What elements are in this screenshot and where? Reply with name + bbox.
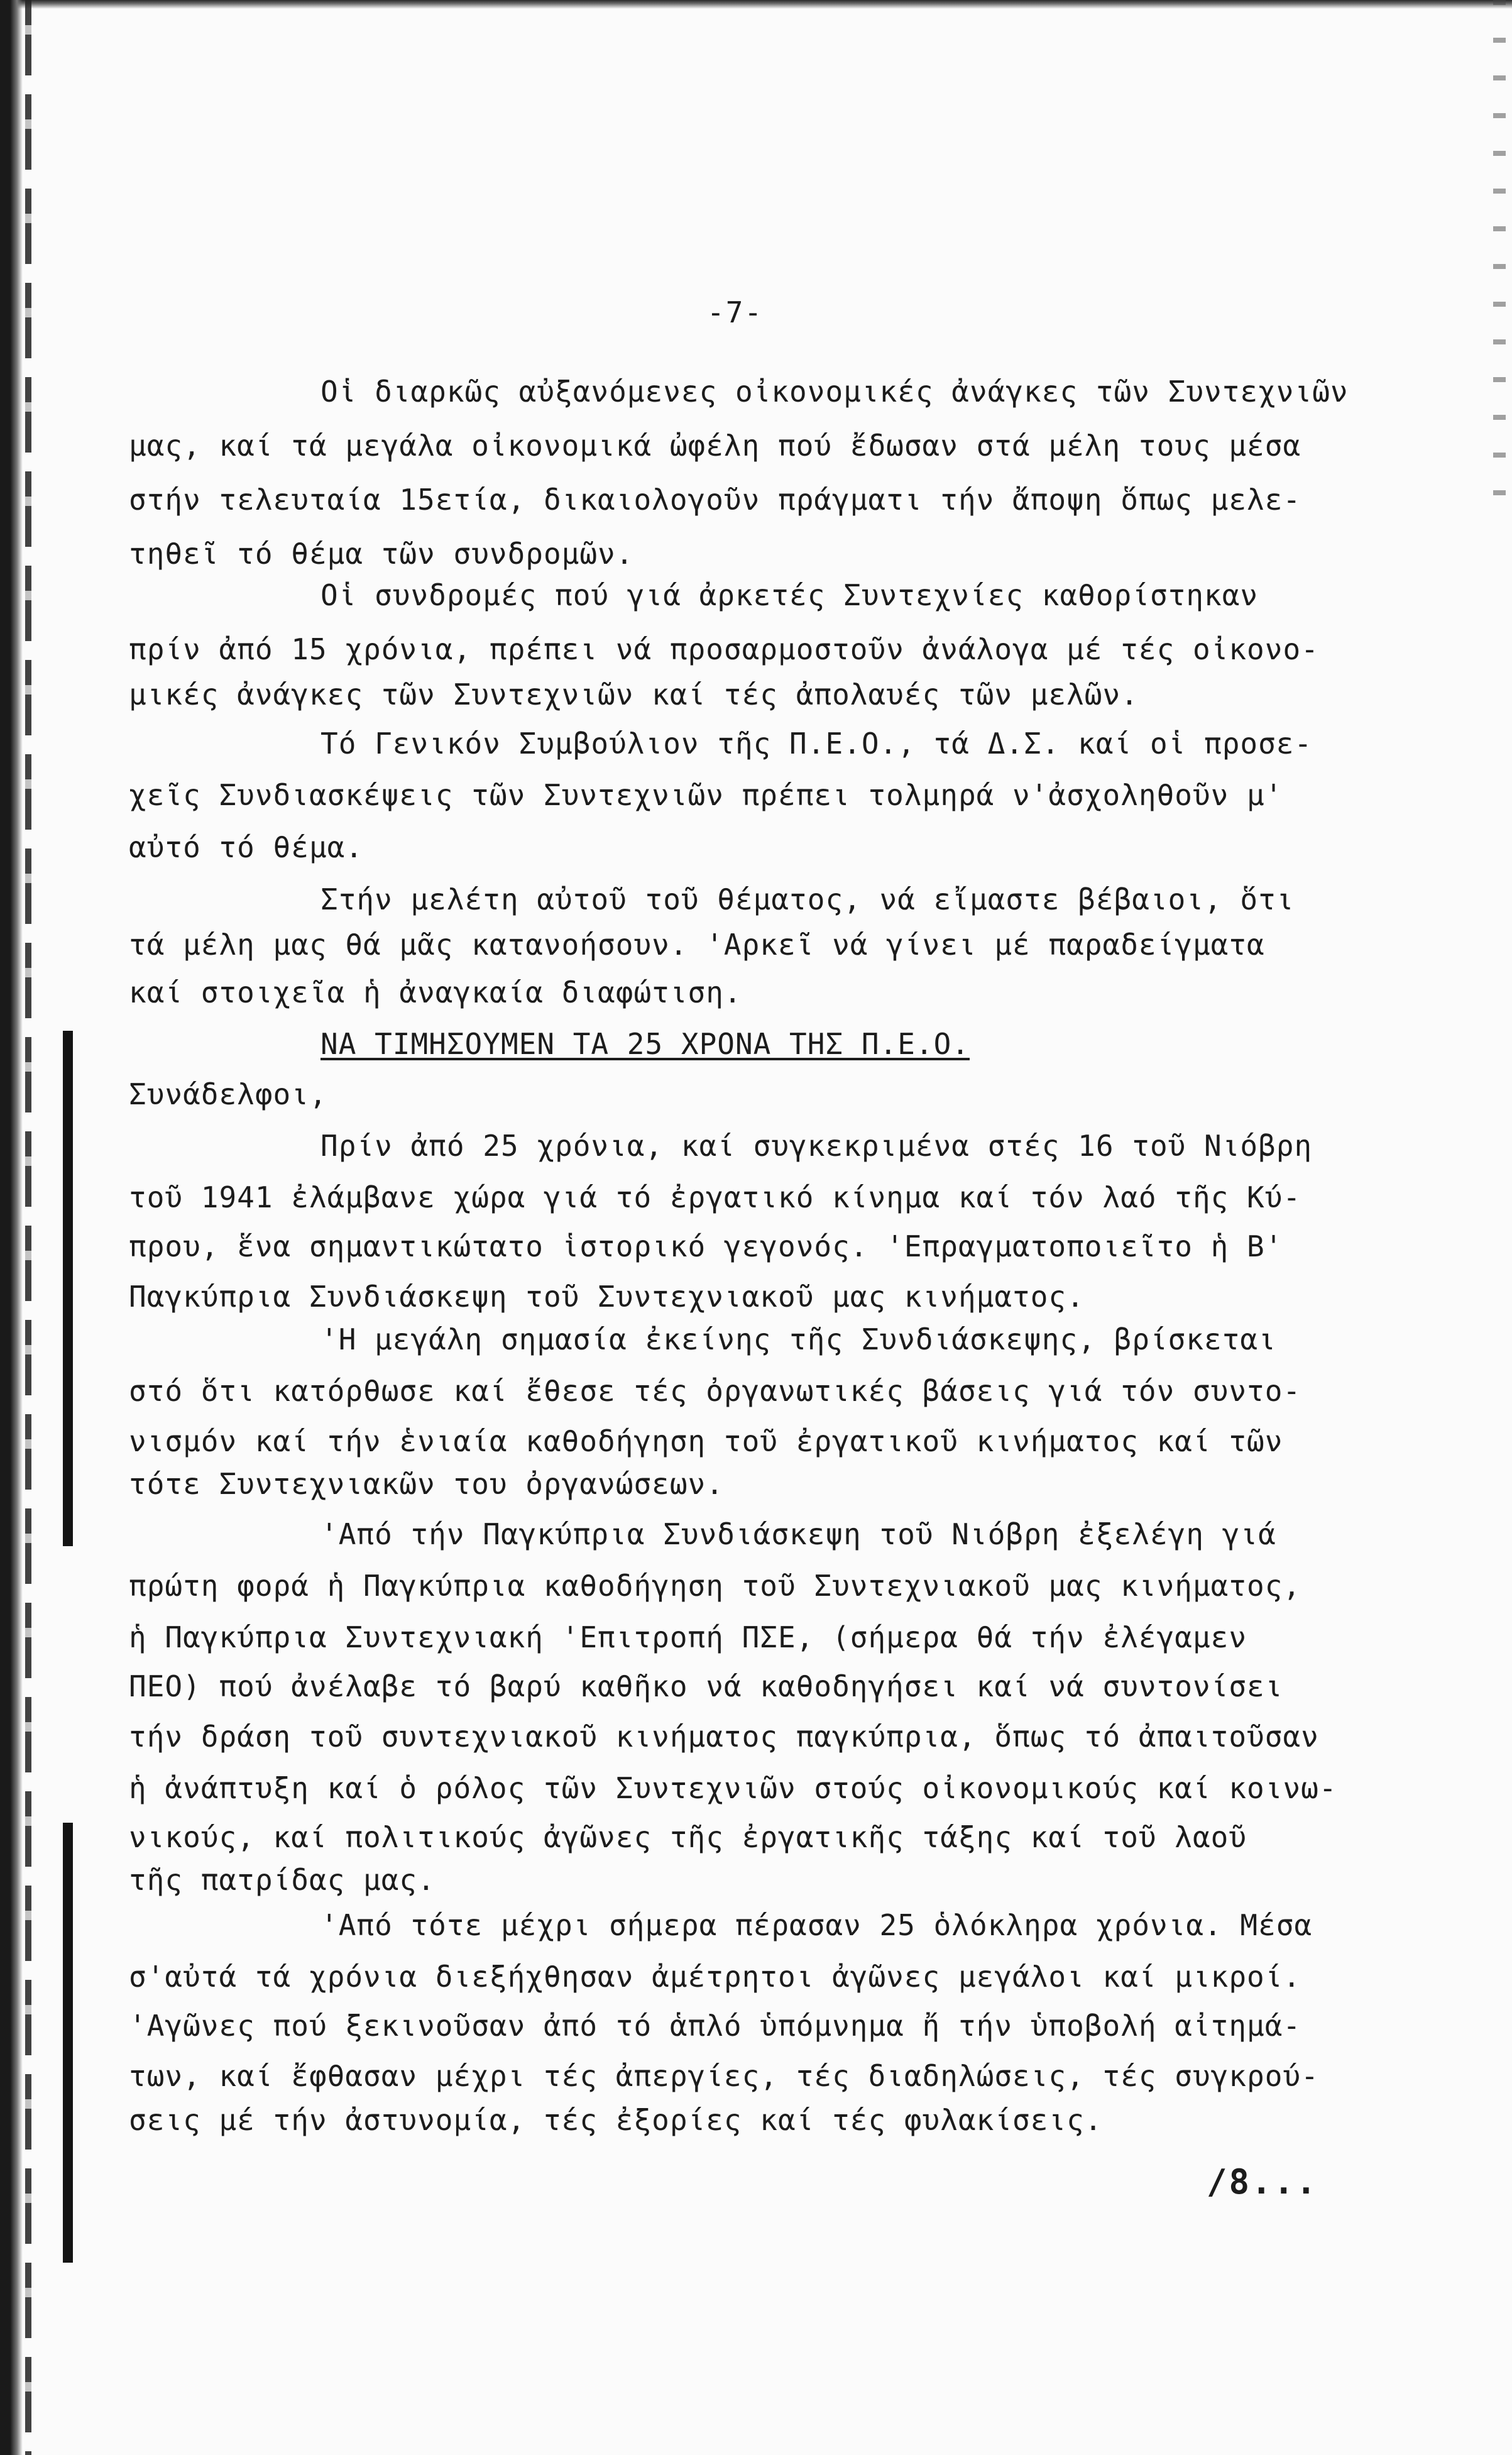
text-line: μικές ἀνάγκες τῶν Συντεχνιῶν καί τές ἀπολαυές τῶν μελῶν. (129, 678, 1139, 711)
text-line: των, καί ἔφθασαν μέχρι τές ἀπεργίες, τές διαδηλώσεις, τές συγκρού- (129, 2059, 1319, 2093)
text-line: πρίν ἀπό 15 χρόνια, πρέπει νά προσαρμοστοῦν ἀνάλογα μέ τές οἰκονο- (129, 632, 1319, 666)
text-line: ἡ ἀνάπτυξη καί ὁ ρόλος τῶν Συντεχνιῶν στούς οἰκονομικούς καί κοινω- (129, 1771, 1337, 1805)
text-line: αὐτό τό θέμα. (129, 830, 364, 864)
scan-margin-mark (63, 1823, 73, 2263)
page-number: -7- (707, 295, 764, 329)
text-line: Τό Γενικόν Συμβούλιον τῆς Π.Ε.Ο., τά Δ.Σ. καί οἱ προσε- (320, 727, 1313, 761)
text-line: τότε Συντεχνιακῶν του ὀργανώσεων. (129, 1467, 724, 1501)
text-line: Στήν μελέτη αὐτοῦ τοῦ θέματος, νά εἴμαστε βέβαιοι, ὅτι (320, 882, 1295, 916)
text-line: 'Η μεγάλη σημασία ἐκείνης τῆς Συνδιάσκεψης, βρίσκεται (320, 1322, 1276, 1356)
text-line: σ'αὐτά τά χρόνια διεξήχθησαν ἀμέτρητοι ἀγῶνες μεγάλοι καί μικροί. (129, 1960, 1301, 1994)
text-line: ἡ Παγκύπρια Συντεχνιακή 'Επιτροπή ΠΣΕ, (σήμερα θά τήν ἐλέγαμεν (129, 1620, 1247, 1654)
text-line: νισμόν καί τήν ἑνιαία καθοδήγηση τοῦ ἐργατικοῦ κινήματος καί τῶν (129, 1424, 1283, 1458)
text-line: ΠΕΟ) πού ἀνέλαβε τό βαρύ καθῆκο νά καθοδηγήσει καί νά συντονίσει (129, 1669, 1283, 1703)
text-line: Παγκύπρια Συνδιάσκεψη τοῦ Συντεχνιακοῦ μας κινήματος. (129, 1280, 1085, 1314)
text-line: 'Από τότε μέχρι σήμερα πέρασαν 25 ὁλόκληρα χρόνια. Μέσα (320, 1908, 1313, 1942)
scan-edge-top (0, 0, 1512, 9)
text-line: 'Αγῶνες πού ξεκινοῦσαν ἀπό τό ἁπλό ὑπόμνημα ἤ τήν ὑποβολή αἰτημά- (129, 2009, 1301, 2043)
scan-margin-mark (63, 1031, 73, 1546)
text-line: Οἱ συνδρομές πού γιά ἀρκετές Συντεχνίες καθορίστηκαν (320, 578, 1259, 612)
text-line: Οἱ διαρκῶς αὐξανόμενες οἰκονομικές ἀνάγκες τῶν Συντεχνιῶν (320, 375, 1349, 409)
text-line: νικούς, καί πολιτικούς ἀγῶνες τῆς ἐργατικῆς τάξης καί τοῦ λαοῦ (129, 1820, 1247, 1854)
text-line: 'Από τήν Παγκύπρια Συνδιάσκεψη τοῦ Νιόβρη ἐξελέγη γιά (320, 1517, 1276, 1551)
salutation: Συνάδελφοι, (129, 1077, 327, 1111)
section-heading: ΝΑ ΤΙΜΗΣΟΥΜΕΝ ΤΑ 25 ΧΡΟΝΑ ΤΗΣ Π.Ε.Ο. (320, 1027, 970, 1061)
text-line: μας, καί τά μεγάλα οἰκονομικά ὠφέλη πού ἔδωσαν στά μέλη τους μέσα (129, 429, 1301, 463)
text-line: χεῖς Συνδιασκέψεις τῶν Συντεχνιῶν πρέπει τολμηρά ν'ἀσχοληθοῦν μ' (129, 778, 1283, 812)
text-line: σεις μέ τήν ἀστυνομία, τές ἐξορίες καί τές φυλακίσεις. (129, 2103, 1103, 2137)
text-line: στό ὅτι κατόρθωσε καί ἔθεσε τές ὀργανωτικές βάσεις γιά τόν συντο- (129, 1374, 1301, 1408)
scan-edge-right (1493, 0, 1506, 503)
text-line: καί στοιχεῖα ἡ ἀναγκαία διαφώτιση. (129, 975, 742, 1009)
scan-edge-left (0, 0, 23, 2455)
text-line: τηθεῖ τό θέμα τῶν συνδρομῶν. (129, 537, 634, 571)
text-line: πρώτη φορά ἡ Παγκύπρια καθοδήγηση τοῦ Συντεχνιακοῦ μας κινήματος, (129, 1569, 1301, 1603)
text-line: τήν δράση τοῦ συντεχνιακοῦ κινήματος παγκύπρια, ὅπως τό ἀπαιτοῦσαν (129, 1720, 1319, 1754)
text-line: τῆς πατρίδας μας. (129, 1863, 436, 1897)
continuation-marker: /8... (1207, 2162, 1318, 2202)
text-line: στήν τελευταία 15ετία, δικαιολογοῦν πράγματι τήν ἄποψη ὅπως μελε- (129, 483, 1301, 517)
text-line: πρου, ἕνα σημαντικώτατο ἱστορικό γεγονός. 'Επραγματοποιεῖτο ἡ Β' (129, 1229, 1283, 1263)
text-line: τοῦ 1941 ἐλάμβανε χώρα γιά τό ἐργατικό κίνημα καί τόν λαό τῆς Κύ- (129, 1180, 1301, 1214)
text-line: Πρίν ἀπό 25 χρόνια, καί συγκεκριμένα στές 16 τοῦ Νιόβρη (320, 1129, 1313, 1163)
scan-edge-strip (25, 0, 31, 2455)
text-line: τά μέλη μας θά μᾶς κατανοήσουν. 'Αρκεῖ νά γίνει μέ παραδείγματα (129, 928, 1265, 962)
